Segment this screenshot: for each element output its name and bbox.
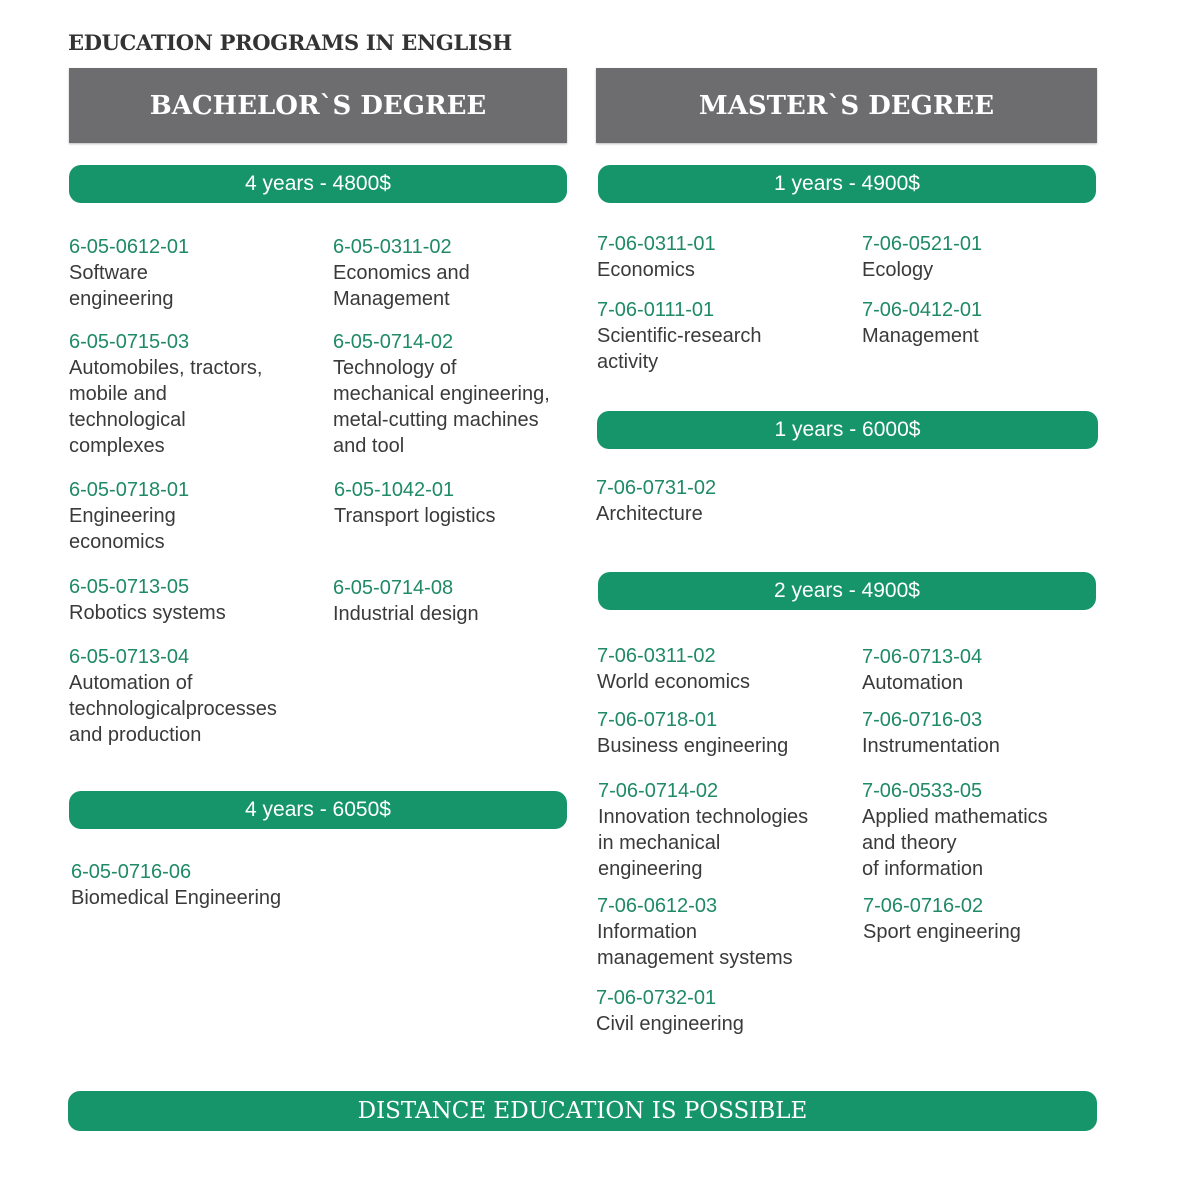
program-item [69, 644, 319, 748]
program-item [862, 231, 1112, 283]
program-name: Economics [597, 259, 695, 281]
program-item [862, 297, 1112, 349]
program-code: 7-06-0311-01 [597, 233, 716, 255]
program-name: Automobiles, tractors, mobile and technological complexes [69, 357, 263, 457]
program-code: 7-06-0731-02 [596, 477, 717, 499]
program-name: Automation of technologicalprocesses and production [69, 672, 277, 746]
program-code: 7-06-0412-01 [862, 299, 983, 321]
program-code: 6-05-1042-01 [334, 479, 455, 501]
program-item [862, 707, 1112, 759]
program-item [597, 893, 847, 971]
program-item [71, 859, 321, 911]
program-item [333, 234, 583, 312]
program-item [333, 329, 573, 459]
program-name: Engineering economics [69, 505, 176, 553]
master-group-label: 1 years - 4900$ [598, 165, 1096, 203]
program-code: 6-05-0714-08 [333, 577, 454, 599]
program-name: Biomedical Engineering [71, 887, 282, 909]
program-item [69, 329, 319, 459]
master-group-label: 2 years - 4900$ [598, 572, 1096, 610]
master-header: MASTER`S DEGREE [596, 68, 1097, 143]
program-item [863, 893, 1113, 945]
program-name: Technology of mechanical engineering, metal-cutting machines and tool [333, 357, 550, 457]
program-item [862, 644, 1112, 696]
program-code: 7-06-0713-04 [862, 646, 983, 668]
program-name: Applied mathematics and theory of information [862, 806, 1048, 880]
program-code: 7-06-0714-02 [598, 780, 719, 802]
program-item [69, 574, 319, 626]
program-name: Economics and Management [333, 262, 470, 310]
program-item [596, 985, 846, 1037]
program-name: World economics [597, 671, 751, 693]
program-code: 7-06-0716-03 [862, 709, 983, 731]
program-name: Management [862, 325, 979, 347]
program-code: 6-05-0716-06 [71, 861, 192, 883]
program-code: 6-05-0718-01 [69, 479, 190, 501]
program-name: Innovation technologies in mechanical engineering [598, 806, 809, 880]
bachelor-group-label: 4 years - 4800$ [69, 165, 567, 203]
bachelor-header: BACHELOR`S DEGREE [69, 68, 567, 143]
program-item [334, 477, 584, 529]
program-name: Civil engineering [596, 1013, 744, 1035]
program-name: Information management systems [597, 921, 793, 969]
program-code: 7-06-0732-01 [596, 987, 717, 1009]
master-group-label: 1 years - 6000$ [597, 411, 1098, 449]
program-name: Software engineering [69, 262, 174, 310]
program-code: 7-06-0716-02 [863, 895, 984, 917]
program-item [69, 477, 319, 555]
distance-education-banner: DISTANCE EDUCATION IS POSSIBLE [68, 1091, 1097, 1131]
program-item [597, 643, 847, 695]
program-name: Business engineering [597, 735, 789, 757]
program-name: Scientific-research activity [597, 325, 762, 373]
program-code: 6-05-0713-04 [69, 646, 190, 668]
program-name: Robotics systems [69, 602, 226, 624]
program-item [597, 297, 847, 375]
program-code: 7-06-0612-03 [597, 895, 718, 917]
program-item [597, 231, 847, 283]
program-code: 6-05-0714-02 [333, 331, 454, 353]
program-code: 6-05-0715-03 [69, 331, 190, 353]
program-name: Architecture [596, 503, 703, 525]
program-item [597, 707, 847, 759]
program-code: 7-06-0311-02 [597, 645, 716, 667]
program-item [69, 234, 319, 312]
page-title: EDUCATION PROGRAMS IN ENGLISH [68, 30, 512, 55]
program-item [862, 778, 1112, 882]
program-name: Ecology [862, 259, 934, 281]
program-name: Instrumentation [862, 735, 1000, 757]
program-code: 7-06-0718-01 [597, 709, 718, 731]
program-item [333, 575, 583, 627]
program-code: 7-06-0521-01 [862, 233, 983, 255]
program-name: Sport engineering [863, 921, 1021, 943]
program-item [596, 475, 846, 527]
program-code: 7-06-0111-01 [597, 299, 715, 321]
bachelor-group-label: 4 years - 6050$ [69, 791, 567, 829]
program-name: Automation [862, 672, 964, 694]
program-item [598, 778, 848, 882]
program-code: 6-05-0311-02 [333, 236, 452, 258]
program-code: 6-05-0612-01 [69, 236, 190, 258]
program-name: Transport logistics [334, 505, 496, 527]
program-code: 7-06-0533-05 [862, 780, 983, 802]
program-name: Industrial design [333, 603, 479, 625]
program-code: 6-05-0713-05 [69, 576, 190, 598]
